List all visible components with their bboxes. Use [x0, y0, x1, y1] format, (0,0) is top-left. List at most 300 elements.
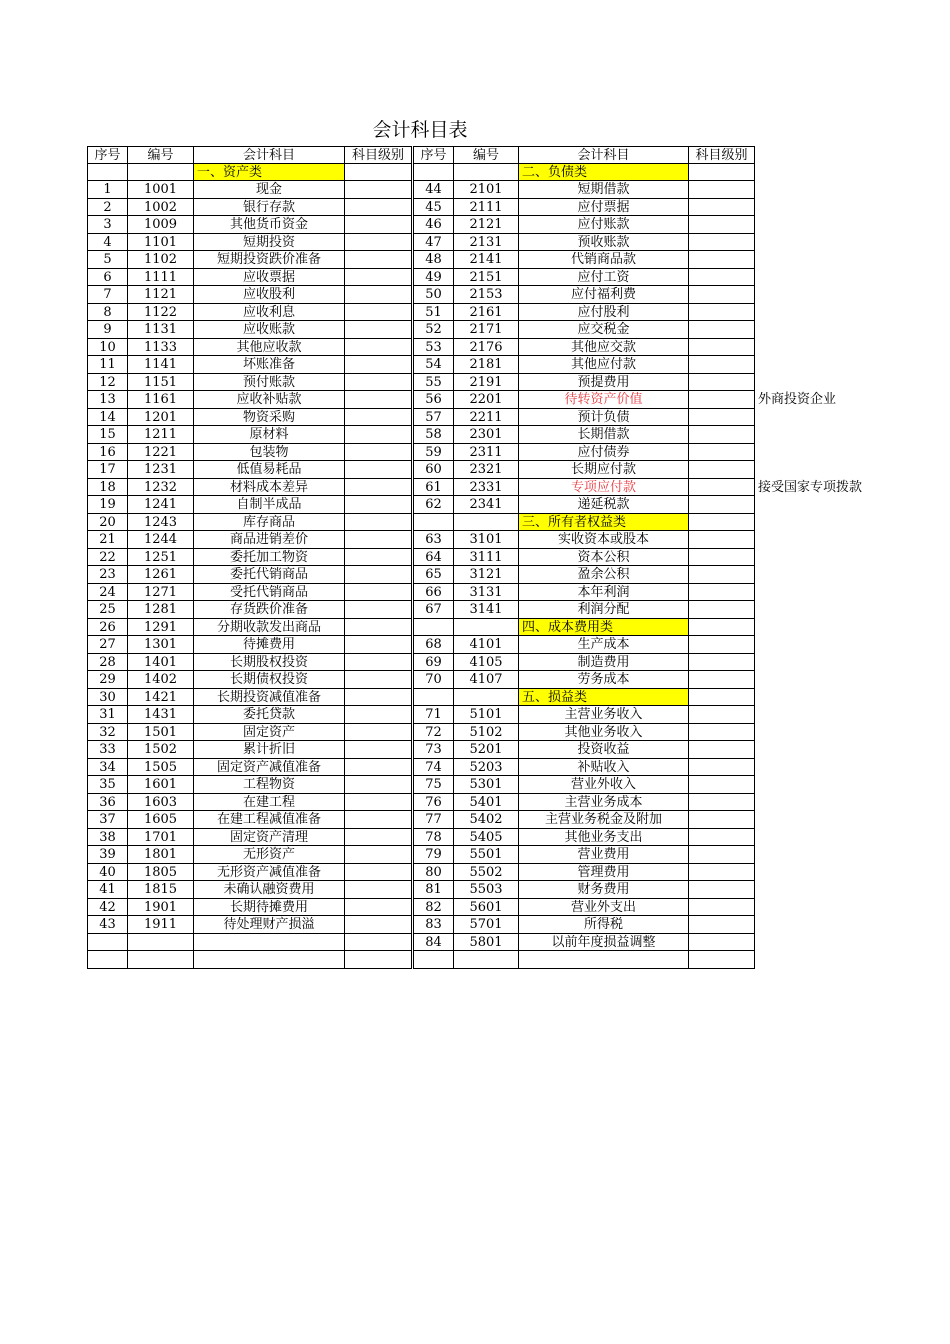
code-cell[interactable]: 1911	[128, 916, 194, 934]
seq-cell[interactable]: 41	[87, 881, 128, 899]
header-level[interactable]: 科目级别	[689, 146, 755, 164]
seq-cell[interactable]: 19	[87, 496, 128, 514]
header-level[interactable]: 科目级别	[345, 146, 412, 164]
level-cell[interactable]	[689, 286, 755, 304]
account-name-cell[interactable]: 管理费用	[519, 864, 689, 882]
seq-cell[interactable]: 16	[87, 444, 128, 462]
account-name-cell[interactable]: 应收票据	[194, 269, 345, 287]
code-cell[interactable]: 4105	[454, 654, 519, 672]
seq-cell[interactable]: 52	[413, 321, 454, 339]
level-cell[interactable]	[689, 899, 755, 917]
level-cell[interactable]	[689, 724, 755, 742]
code-cell[interactable]: 1221	[128, 444, 194, 462]
seq-cell[interactable]: 44	[413, 181, 454, 199]
seq-cell[interactable]: 37	[87, 811, 128, 829]
code-cell[interactable]: 1133	[128, 339, 194, 357]
level-cell[interactable]	[689, 409, 755, 427]
header-account[interactable]: 会计科目	[519, 146, 689, 164]
code-cell[interactable]: 1009	[128, 216, 194, 234]
category-seq-cell[interactable]	[413, 689, 454, 707]
level-cell[interactable]	[345, 724, 412, 742]
seq-cell[interactable]: 31	[87, 706, 128, 724]
account-name-cell[interactable]: 商品进销差价	[194, 531, 345, 549]
account-name-cell[interactable]: 待处理财产损溢	[194, 916, 345, 934]
code-cell[interactable]: 1141	[128, 356, 194, 374]
level-cell[interactable]	[689, 496, 755, 514]
code-cell[interactable]: 1901	[128, 899, 194, 917]
seq-cell[interactable]: 82	[413, 899, 454, 917]
level-cell[interactable]	[689, 584, 755, 602]
account-name-cell[interactable]: 预提费用	[519, 374, 689, 392]
code-cell[interactable]: 2341	[454, 496, 519, 514]
account-name-cell[interactable]: 主营业务成本	[519, 794, 689, 812]
level-cell[interactable]	[689, 461, 755, 479]
code-cell[interactable]: 1505	[128, 759, 194, 777]
account-name-cell[interactable]: 应付账款	[519, 216, 689, 234]
code-cell[interactable]: 1102	[128, 251, 194, 269]
account-name-cell[interactable]: 预计负债	[519, 409, 689, 427]
code-cell[interactable]: 5405	[454, 829, 519, 847]
level-cell[interactable]	[345, 549, 412, 567]
account-name-cell[interactable]: 资本公积	[519, 549, 689, 567]
seq-cell[interactable]: 59	[413, 444, 454, 462]
level-cell[interactable]	[345, 286, 412, 304]
code-cell[interactable]: 1243	[128, 514, 194, 532]
seq-cell[interactable]: 18	[87, 479, 128, 497]
account-name-cell[interactable]: 营业外支出	[519, 899, 689, 917]
level-cell[interactable]	[689, 636, 755, 654]
code-cell[interactable]: 2201	[454, 391, 519, 409]
category-seq-cell[interactable]	[413, 514, 454, 532]
seq-cell[interactable]: 84	[413, 934, 454, 952]
seq-cell[interactable]: 23	[87, 566, 128, 584]
code-cell[interactable]: 1501	[128, 724, 194, 742]
seq-cell[interactable]	[413, 951, 454, 969]
code-cell[interactable]: 1251	[128, 549, 194, 567]
level-cell[interactable]	[689, 374, 755, 392]
seq-cell[interactable]: 58	[413, 426, 454, 444]
seq-cell[interactable]: 7	[87, 286, 128, 304]
level-cell[interactable]	[345, 619, 412, 637]
category-label[interactable]: 四、成本费用类	[519, 619, 689, 637]
account-name-cell[interactable]: 长期应付款	[519, 461, 689, 479]
level-cell[interactable]	[345, 251, 412, 269]
code-cell[interactable]: 1151	[128, 374, 194, 392]
account-name-cell[interactable]: 长期借款	[519, 426, 689, 444]
account-name-cell[interactable]: 短期投资跌价准备	[194, 251, 345, 269]
seq-cell[interactable]: 8	[87, 304, 128, 322]
category-seq-cell[interactable]	[87, 164, 128, 182]
seq-cell[interactable]: 47	[413, 234, 454, 252]
seq-cell[interactable]: 74	[413, 759, 454, 777]
code-cell[interactable]: 3141	[454, 601, 519, 619]
level-cell[interactable]	[345, 706, 412, 724]
level-cell[interactable]	[345, 374, 412, 392]
code-cell[interactable]: 2111	[454, 199, 519, 217]
account-name-cell[interactable]: 分期收款发出商品	[194, 619, 345, 637]
level-cell[interactable]	[689, 619, 755, 637]
seq-cell[interactable]: 67	[413, 601, 454, 619]
level-cell[interactable]	[345, 759, 412, 777]
level-cell[interactable]	[689, 181, 755, 199]
seq-cell[interactable]: 53	[413, 339, 454, 357]
account-name-cell[interactable]: 生产成本	[519, 636, 689, 654]
account-name-cell[interactable]: 现金	[194, 181, 345, 199]
seq-cell[interactable]: 42	[87, 899, 128, 917]
account-name-cell[interactable]: 以前年度损益调整	[519, 934, 689, 952]
seq-cell[interactable]: 71	[413, 706, 454, 724]
account-name-cell[interactable]: 代销商品款	[519, 251, 689, 269]
level-cell[interactable]	[689, 269, 755, 287]
seq-cell[interactable]: 45	[413, 199, 454, 217]
code-cell[interactable]	[454, 951, 519, 969]
level-cell[interactable]	[345, 426, 412, 444]
account-name-cell[interactable]: 无形资产减值准备	[194, 864, 345, 882]
account-name-cell[interactable]: 预收账款	[519, 234, 689, 252]
level-cell[interactable]	[345, 566, 412, 584]
account-name-cell[interactable]: 短期借款	[519, 181, 689, 199]
code-cell[interactable]: 1401	[128, 654, 194, 672]
level-cell[interactable]	[345, 951, 412, 969]
level-cell[interactable]	[689, 671, 755, 689]
level-cell[interactable]	[689, 251, 755, 269]
account-name-cell[interactable]: 营业外收入	[519, 776, 689, 794]
account-name-cell[interactable]	[519, 951, 689, 969]
code-cell[interactable]: 5601	[454, 899, 519, 917]
code-cell[interactable]: 2141	[454, 251, 519, 269]
account-name-cell[interactable]: 应收补贴款	[194, 391, 345, 409]
code-cell[interactable]: 5402	[454, 811, 519, 829]
seq-cell[interactable]: 80	[413, 864, 454, 882]
category-label[interactable]: 一、资产类	[194, 164, 345, 182]
level-cell[interactable]	[345, 409, 412, 427]
level-cell[interactable]	[345, 339, 412, 357]
seq-cell[interactable]: 25	[87, 601, 128, 619]
account-name-cell[interactable]: 未确认融资费用	[194, 881, 345, 899]
level-cell[interactable]	[345, 846, 412, 864]
seq-cell[interactable]: 39	[87, 846, 128, 864]
code-cell[interactable]: 5301	[454, 776, 519, 794]
code-cell[interactable]: 5102	[454, 724, 519, 742]
category-code-cell[interactable]	[454, 619, 519, 637]
account-name-cell[interactable]: 坏账准备	[194, 356, 345, 374]
code-cell[interactable]: 1121	[128, 286, 194, 304]
account-name-cell[interactable]: 长期债权投资	[194, 671, 345, 689]
level-cell[interactable]	[689, 444, 755, 462]
seq-cell[interactable]: 11	[87, 356, 128, 374]
seq-cell[interactable]: 62	[413, 496, 454, 514]
seq-cell[interactable]: 48	[413, 251, 454, 269]
seq-cell[interactable]: 75	[413, 776, 454, 794]
seq-cell[interactable]: 54	[413, 356, 454, 374]
header-account[interactable]: 会计科目	[194, 146, 345, 164]
code-cell[interactable]: 1231	[128, 461, 194, 479]
account-name-cell[interactable]: 制造费用	[519, 654, 689, 672]
account-name-cell[interactable]: 劳务成本	[519, 671, 689, 689]
level-cell[interactable]	[345, 181, 412, 199]
seq-cell[interactable]: 29	[87, 671, 128, 689]
level-cell[interactable]	[689, 391, 755, 409]
seq-cell[interactable]: 2	[87, 199, 128, 217]
header-seq[interactable]: 序号	[87, 146, 128, 164]
seq-cell[interactable]: 5	[87, 251, 128, 269]
seq-cell[interactable]: 27	[87, 636, 128, 654]
seq-cell[interactable]: 57	[413, 409, 454, 427]
seq-cell[interactable]: 12	[87, 374, 128, 392]
account-name-cell[interactable]: 其他应交款	[519, 339, 689, 357]
account-name-cell[interactable]: 专项应付款	[519, 479, 689, 497]
seq-cell[interactable]: 66	[413, 584, 454, 602]
account-name-cell[interactable]: 应收股利	[194, 286, 345, 304]
account-name-cell[interactable]: 工程物资	[194, 776, 345, 794]
code-cell[interactable]: 1131	[128, 321, 194, 339]
level-cell[interactable]	[345, 601, 412, 619]
seq-cell[interactable]: 76	[413, 794, 454, 812]
code-cell[interactable]: 2181	[454, 356, 519, 374]
account-name-cell[interactable]: 所得税	[519, 916, 689, 934]
code-cell[interactable]: 1271	[128, 584, 194, 602]
code-cell[interactable]: 3131	[454, 584, 519, 602]
level-cell[interactable]	[689, 216, 755, 234]
account-name-cell[interactable]: 固定资产减值准备	[194, 759, 345, 777]
seq-cell[interactable]: 9	[87, 321, 128, 339]
code-cell[interactable]: 1281	[128, 601, 194, 619]
account-name-cell[interactable]	[194, 951, 345, 969]
code-cell[interactable]: 1211	[128, 426, 194, 444]
code-cell[interactable]: 2153	[454, 286, 519, 304]
category-seq-cell[interactable]	[413, 619, 454, 637]
code-cell[interactable]: 1502	[128, 741, 194, 759]
code-cell[interactable]: 3121	[454, 566, 519, 584]
account-name-cell[interactable]: 长期投资减值准备	[194, 689, 345, 707]
seq-cell[interactable]: 28	[87, 654, 128, 672]
code-cell[interactable]: 2131	[454, 234, 519, 252]
seq-cell[interactable]: 65	[413, 566, 454, 584]
category-code-cell[interactable]	[454, 164, 519, 182]
code-cell[interactable]: 2311	[454, 444, 519, 462]
level-cell[interactable]	[689, 794, 755, 812]
code-cell[interactable]: 1603	[128, 794, 194, 812]
code-cell[interactable]: 2191	[454, 374, 519, 392]
code-cell[interactable]	[128, 934, 194, 952]
level-cell[interactable]	[689, 881, 755, 899]
level-cell[interactable]	[689, 339, 755, 357]
level-cell[interactable]	[689, 601, 755, 619]
code-cell[interactable]: 2176	[454, 339, 519, 357]
seq-cell[interactable]: 43	[87, 916, 128, 934]
account-name-cell[interactable]: 主营业务收入	[519, 706, 689, 724]
level-cell[interactable]	[689, 566, 755, 584]
level-cell[interactable]	[689, 321, 755, 339]
code-cell[interactable]: 5801	[454, 934, 519, 952]
account-name-cell[interactable]: 本年利润	[519, 584, 689, 602]
account-name-cell[interactable]: 应交税金	[519, 321, 689, 339]
code-cell[interactable]: 1801	[128, 846, 194, 864]
account-name-cell[interactable]: 应付工资	[519, 269, 689, 287]
account-name-cell[interactable]: 原材料	[194, 426, 345, 444]
seq-cell[interactable]: 24	[87, 584, 128, 602]
level-cell[interactable]	[345, 916, 412, 934]
seq-cell[interactable]: 10	[87, 339, 128, 357]
account-name-cell[interactable]: 主营业务税金及附加	[519, 811, 689, 829]
seq-cell[interactable]: 69	[413, 654, 454, 672]
level-cell[interactable]	[345, 881, 412, 899]
seq-cell[interactable]: 64	[413, 549, 454, 567]
code-cell[interactable]: 2321	[454, 461, 519, 479]
code-cell[interactable]: 1161	[128, 391, 194, 409]
level-cell[interactable]	[689, 514, 755, 532]
code-cell[interactable]: 1402	[128, 671, 194, 689]
account-name-cell[interactable]: 待转资产价值	[519, 391, 689, 409]
account-name-cell[interactable]: 包装物	[194, 444, 345, 462]
code-cell[interactable]: 2331	[454, 479, 519, 497]
account-name-cell[interactable]: 补贴收入	[519, 759, 689, 777]
level-cell[interactable]	[345, 321, 412, 339]
seq-cell[interactable]: 63	[413, 531, 454, 549]
seq-cell[interactable]: 13	[87, 391, 128, 409]
code-cell[interactable]: 1421	[128, 689, 194, 707]
seq-cell[interactable]: 46	[413, 216, 454, 234]
code-cell[interactable]: 1815	[128, 881, 194, 899]
account-name-cell[interactable]: 受托代销商品	[194, 584, 345, 602]
level-cell[interactable]	[345, 899, 412, 917]
seq-cell[interactable]: 70	[413, 671, 454, 689]
level-cell[interactable]	[689, 199, 755, 217]
code-cell[interactable]: 1261	[128, 566, 194, 584]
account-name-cell[interactable]: 物资采购	[194, 409, 345, 427]
account-name-cell[interactable]: 应收利息	[194, 304, 345, 322]
account-name-cell[interactable]: 利润分配	[519, 601, 689, 619]
account-name-cell[interactable]: 短期投资	[194, 234, 345, 252]
seq-cell[interactable]	[87, 934, 128, 952]
level-cell[interactable]	[689, 689, 755, 707]
code-cell[interactable]: 1605	[128, 811, 194, 829]
account-name-cell[interactable]: 应付票据	[519, 199, 689, 217]
account-name-cell[interactable]: 存货跌价准备	[194, 601, 345, 619]
code-cell[interactable]: 4107	[454, 671, 519, 689]
header-seq[interactable]: 序号	[413, 146, 454, 164]
seq-cell[interactable]: 15	[87, 426, 128, 444]
seq-cell[interactable]: 4	[87, 234, 128, 252]
seq-cell[interactable]: 14	[87, 409, 128, 427]
level-cell[interactable]	[689, 426, 755, 444]
seq-cell[interactable]: 21	[87, 531, 128, 549]
level-cell[interactable]	[345, 689, 412, 707]
seq-cell[interactable]: 30	[87, 689, 128, 707]
level-cell[interactable]	[345, 216, 412, 234]
code-cell[interactable]: 5101	[454, 706, 519, 724]
account-name-cell[interactable]: 委托代销商品	[194, 566, 345, 584]
level-cell[interactable]	[345, 776, 412, 794]
level-cell[interactable]	[689, 934, 755, 952]
seq-cell[interactable]: 50	[413, 286, 454, 304]
account-name-cell[interactable]: 累计折旧	[194, 741, 345, 759]
seq-cell[interactable]: 77	[413, 811, 454, 829]
level-cell[interactable]	[689, 951, 755, 969]
level-cell[interactable]	[689, 356, 755, 374]
category-label[interactable]: 五、损益类	[519, 689, 689, 707]
seq-cell[interactable]: 22	[87, 549, 128, 567]
seq-cell[interactable]: 40	[87, 864, 128, 882]
level-cell[interactable]	[689, 531, 755, 549]
header-code[interactable]: 编号	[454, 146, 519, 164]
level-cell[interactable]	[689, 234, 755, 252]
seq-cell[interactable]: 36	[87, 794, 128, 812]
account-name-cell[interactable]: 银行存款	[194, 199, 345, 217]
account-name-cell[interactable]: 待摊费用	[194, 636, 345, 654]
seq-cell[interactable]: 83	[413, 916, 454, 934]
code-cell[interactable]: 1301	[128, 636, 194, 654]
account-name-cell[interactable]: 自制半成品	[194, 496, 345, 514]
code-cell[interactable]: 2171	[454, 321, 519, 339]
account-name-cell[interactable]: 应付债券	[519, 444, 689, 462]
account-name-cell[interactable]: 固定资产	[194, 724, 345, 742]
seq-cell[interactable]: 35	[87, 776, 128, 794]
code-cell[interactable]: 4101	[454, 636, 519, 654]
code-cell[interactable]: 1001	[128, 181, 194, 199]
category-code-cell[interactable]	[454, 514, 519, 532]
code-cell[interactable]	[128, 951, 194, 969]
code-cell[interactable]: 5201	[454, 741, 519, 759]
account-name-cell[interactable]: 应付福利费	[519, 286, 689, 304]
account-name-cell[interactable]: 实收资本或股本	[519, 531, 689, 549]
code-cell[interactable]: 5701	[454, 916, 519, 934]
code-cell[interactable]: 1701	[128, 829, 194, 847]
code-cell[interactable]: 2151	[454, 269, 519, 287]
level-cell[interactable]	[345, 444, 412, 462]
level-cell[interactable]	[345, 531, 412, 549]
code-cell[interactable]: 3111	[454, 549, 519, 567]
seq-cell[interactable]: 17	[87, 461, 128, 479]
level-cell[interactable]	[689, 164, 755, 182]
level-cell[interactable]	[345, 479, 412, 497]
code-cell[interactable]: 1291	[128, 619, 194, 637]
account-name-cell[interactable]: 固定资产清理	[194, 829, 345, 847]
code-cell[interactable]: 2101	[454, 181, 519, 199]
level-cell[interactable]	[689, 479, 755, 497]
seq-cell[interactable]: 68	[413, 636, 454, 654]
category-label[interactable]: 二、负债类	[519, 164, 689, 182]
level-cell[interactable]	[345, 514, 412, 532]
account-name-cell[interactable]: 委托加工物资	[194, 549, 345, 567]
category-label[interactable]: 三、所有者权益类	[519, 514, 689, 532]
seq-cell[interactable]: 26	[87, 619, 128, 637]
seq-cell[interactable]: 56	[413, 391, 454, 409]
seq-cell[interactable]: 61	[413, 479, 454, 497]
code-cell[interactable]: 1241	[128, 496, 194, 514]
account-name-cell[interactable]: 材料成本差异	[194, 479, 345, 497]
seq-cell[interactable]: 55	[413, 374, 454, 392]
seq-cell[interactable]: 34	[87, 759, 128, 777]
level-cell[interactable]	[345, 496, 412, 514]
code-cell[interactable]: 1002	[128, 199, 194, 217]
account-name-cell[interactable]: 长期待摊费用	[194, 899, 345, 917]
seq-cell[interactable]: 38	[87, 829, 128, 847]
seq-cell[interactable]: 72	[413, 724, 454, 742]
level-cell[interactable]	[345, 864, 412, 882]
category-code-cell[interactable]	[454, 689, 519, 707]
code-cell[interactable]: 5501	[454, 846, 519, 864]
code-cell[interactable]: 1805	[128, 864, 194, 882]
code-cell[interactable]: 1431	[128, 706, 194, 724]
account-name-cell[interactable]: 库存商品	[194, 514, 345, 532]
code-cell[interactable]: 1232	[128, 479, 194, 497]
header-code[interactable]: 编号	[128, 146, 194, 164]
level-cell[interactable]	[689, 741, 755, 759]
account-name-cell[interactable]: 其他应收款	[194, 339, 345, 357]
code-cell[interactable]: 5502	[454, 864, 519, 882]
code-cell[interactable]: 3101	[454, 531, 519, 549]
